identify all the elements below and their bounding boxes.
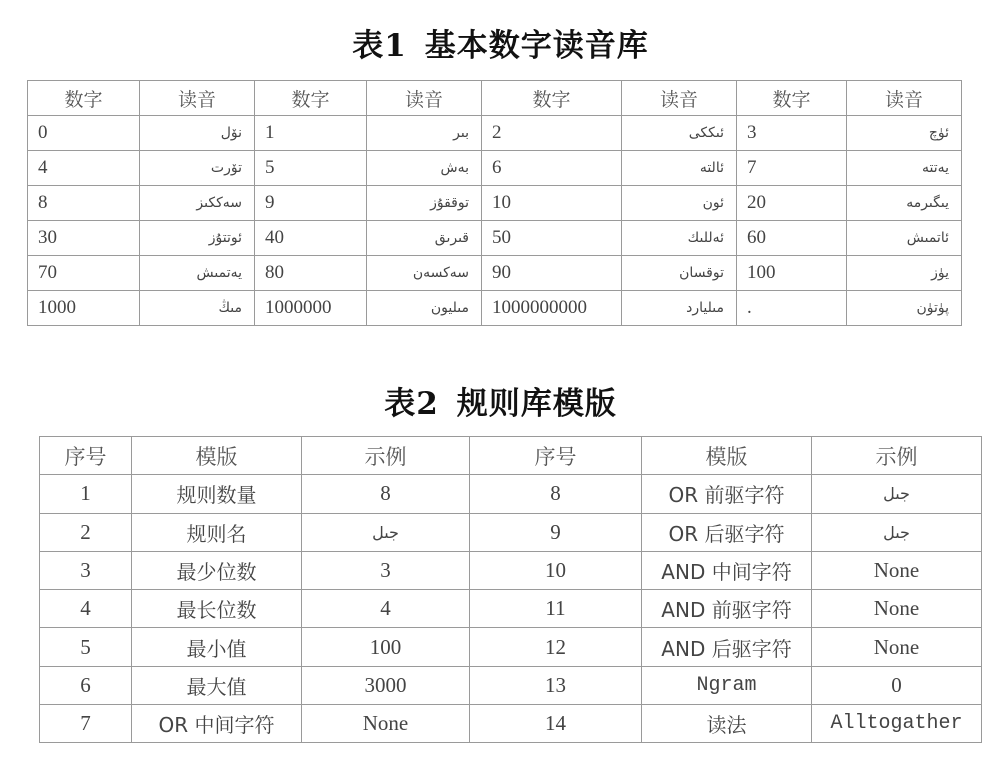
table-row — [28, 291, 962, 326]
example-cell: 3000 — [302, 666, 470, 704]
number-cell: 100 — [737, 256, 847, 291]
table-row — [40, 590, 982, 628]
template-cell: OR 中间字符 — [132, 705, 302, 743]
pronunciation-cell: مىليون — [367, 291, 482, 326]
example-cell: جىل — [302, 513, 470, 551]
index-cell: 11 — [470, 590, 642, 628]
header-cell: 示例 — [812, 437, 982, 475]
header-cell: 模版 — [132, 437, 302, 475]
pronunciation-cell: پۈتۈن — [847, 291, 962, 326]
example-cell: 100 — [302, 628, 470, 666]
index-cell: 12 — [470, 628, 642, 666]
index-cell: 3 — [40, 551, 132, 589]
header-cell: 模版 — [642, 437, 812, 475]
table-row — [40, 705, 982, 743]
number-cell: 20 — [737, 186, 847, 221]
pronunciation-cell: تۆرت — [140, 151, 255, 186]
header-cell: 读音 — [367, 81, 482, 116]
index-cell: 13 — [470, 666, 642, 704]
header-cell: 序号 — [40, 437, 132, 475]
table1-title-number: 表1 — [352, 28, 407, 64]
pronunciation-cell: ئون — [622, 186, 737, 221]
number-cell: 3 — [737, 116, 847, 151]
pronunciation-cell: يۈز — [847, 256, 962, 291]
number-cell: 60 — [737, 221, 847, 256]
template-cell: OR 后驱字符 — [642, 513, 812, 551]
index-cell: 14 — [470, 705, 642, 743]
number-cell: 1 — [255, 116, 367, 151]
number-cell: 90 — [482, 256, 622, 291]
pronunciation-cell: مىڭ — [140, 291, 255, 326]
number-cell: 5 — [255, 151, 367, 186]
number-cell: . — [737, 291, 847, 326]
index-cell: 4 — [40, 590, 132, 628]
pronunciation-cell: ئەللىك — [622, 221, 737, 256]
table1-title-text: 基本数字读音库 — [424, 28, 649, 64]
pronunciation-cell: ئالتە — [622, 151, 737, 186]
header-cell: 示例 — [302, 437, 470, 475]
example-cell: None — [812, 628, 982, 666]
index-cell: 7 — [40, 705, 132, 743]
number-cell: 1000000 — [255, 291, 367, 326]
number-cell: 50 — [482, 221, 622, 256]
number-cell: 80 — [255, 256, 367, 291]
index-cell: 5 — [40, 628, 132, 666]
header-cell: 数字 — [28, 81, 140, 116]
index-cell: 10 — [470, 551, 642, 589]
template-cell: AND 中间字符 — [642, 551, 812, 589]
number-cell: 1000 — [28, 291, 140, 326]
number-cell: 6 — [482, 151, 622, 186]
table-row — [40, 551, 982, 589]
example-cell: جىل — [812, 513, 982, 551]
number-cell: 40 — [255, 221, 367, 256]
pronunciation-cell: يىگىرمە — [847, 186, 962, 221]
example-cell: 4 — [302, 590, 470, 628]
table-row — [28, 151, 962, 186]
header-cell: 数字 — [737, 81, 847, 116]
basic-number-pronunciation-table — [27, 80, 962, 326]
table2-title-text: 规则库模版 — [456, 386, 617, 422]
pronunciation-cell: ئوتتۇز — [140, 221, 255, 256]
pronunciation-cell: مىليارد — [622, 291, 737, 326]
example-cell: None — [302, 705, 470, 743]
pronunciation-cell: بىر — [367, 116, 482, 151]
example-cell: 0 — [812, 666, 982, 704]
pronunciation-cell: سەككىز — [140, 186, 255, 221]
table-row — [28, 186, 962, 221]
table-row — [40, 666, 982, 704]
index-cell: 1 — [40, 475, 132, 513]
template-cell: 最小值 — [132, 628, 302, 666]
rule-library-template-table — [39, 436, 982, 743]
example-cell: None — [812, 551, 982, 589]
number-cell: 9 — [255, 186, 367, 221]
header-cell: 数字 — [255, 81, 367, 116]
template-cell: AND 前驱字符 — [642, 590, 812, 628]
header-cell: 序号 — [470, 437, 642, 475]
table2-title — [0, 378, 1001, 423]
table-row — [28, 256, 962, 291]
pronunciation-cell: سەكسەن — [367, 256, 482, 291]
header-cell: 读音 — [847, 81, 962, 116]
table-row — [28, 221, 962, 256]
table2-title-number: 表2 — [384, 386, 439, 422]
pronunciation-cell: بەش — [367, 151, 482, 186]
template-cell: 最少位数 — [132, 551, 302, 589]
number-cell: 8 — [28, 186, 140, 221]
number-cell: 70 — [28, 256, 140, 291]
index-cell: 6 — [40, 666, 132, 704]
pronunciation-cell: يەتتە — [847, 151, 962, 186]
number-cell: 7 — [737, 151, 847, 186]
pronunciation-cell: يەتمىش — [140, 256, 255, 291]
pronunciation-cell: توقسان — [622, 256, 737, 291]
index-cell: 8 — [470, 475, 642, 513]
number-cell: 30 — [28, 221, 140, 256]
template-cell: 规则数量 — [132, 475, 302, 513]
example-cell: جىل — [812, 475, 982, 513]
example-cell: 8 — [302, 475, 470, 513]
number-cell: 1000000000 — [482, 291, 622, 326]
table-row — [40, 475, 982, 513]
template-cell: AND 后驱字符 — [642, 628, 812, 666]
number-cell: 4 — [28, 151, 140, 186]
pronunciation-cell: توققۇز — [367, 186, 482, 221]
template-cell: 最大值 — [132, 666, 302, 704]
number-cell: 10 — [482, 186, 622, 221]
pronunciation-cell: ئاتمىش — [847, 221, 962, 256]
header-cell: 读音 — [622, 81, 737, 116]
template-cell: 规则名 — [132, 513, 302, 551]
example-cell: Alltogather — [812, 705, 982, 743]
index-cell: 2 — [40, 513, 132, 551]
table-row — [28, 116, 962, 151]
template-cell: 读法 — [642, 705, 812, 743]
example-cell: 3 — [302, 551, 470, 589]
header-cell: 数字 — [482, 81, 622, 116]
pronunciation-cell: ئىككى — [622, 116, 737, 151]
table-row — [40, 513, 982, 551]
template-cell: 最长位数 — [132, 590, 302, 628]
pronunciation-cell: ئۈچ — [847, 116, 962, 151]
index-cell: 9 — [470, 513, 642, 551]
table-header-row — [40, 437, 982, 475]
table1-title — [0, 20, 1001, 65]
pronunciation-cell: نۆل — [140, 116, 255, 151]
table-header-row — [28, 81, 962, 116]
template-cell: Ngram — [642, 666, 812, 704]
number-cell: 0 — [28, 116, 140, 151]
number-cell: 2 — [482, 116, 622, 151]
pronunciation-cell: قىرىق — [367, 221, 482, 256]
example-cell: None — [812, 590, 982, 628]
header-cell: 读音 — [140, 81, 255, 116]
template-cell: OR 前驱字符 — [642, 475, 812, 513]
table-row — [40, 628, 982, 666]
